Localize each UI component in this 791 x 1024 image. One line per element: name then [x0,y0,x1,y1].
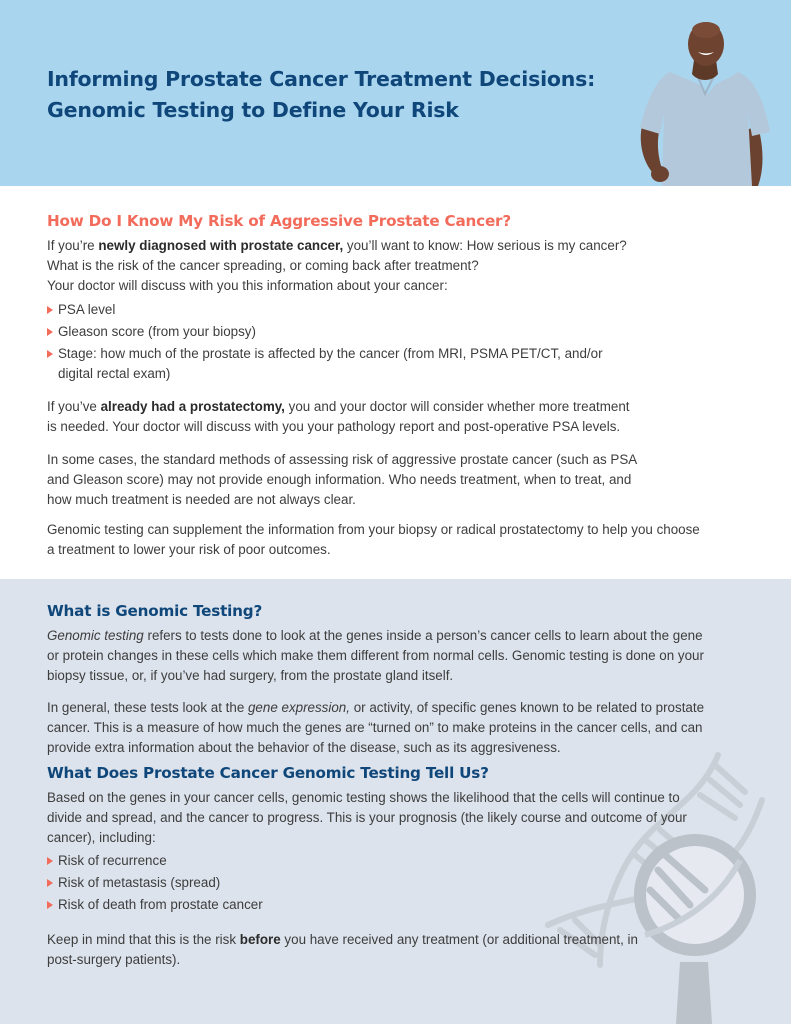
header-banner [0,0,791,186]
title-line-2: Genomic Testing to Define Your Risk [47,98,459,122]
list-item: Risk of death from prostate cancer [47,895,687,915]
list-item: Risk of recurrence [47,851,687,871]
prognosis-paragraph: Based on the genes in your cancer cells, genomic testing shows the likelihood that the cells will continue to divide and spread, and the cancer to progress. This is your prognosis (the likely course and outcome of your cancer), including: [47,790,687,845]
bullet-triangle-icon [47,350,53,358]
bullet-triangle-icon [47,901,53,909]
heading-what-does-testing-tell-us: What Does Prostate Cancer Genomic Testing Tell Us? [47,764,489,782]
heading-what-is-genomic-testing: What is Genomic Testing? [47,602,263,620]
list-item: Stage: how much of the prostate is affected by the cancer (from MRI, PSMA PET/CT, and/or digital rectal exam) [47,344,622,384]
list-item: PSA level [47,300,687,320]
list-item: Gleason score (from your biopsy) [47,322,687,342]
page-title [47,64,647,126]
bullet-triangle-icon [47,857,53,865]
bullet-triangle-icon [47,306,53,314]
list-item: Risk of metastasis (spread) [47,873,687,893]
bullet-triangle-icon [47,328,53,336]
man-photo [630,14,780,186]
bold-before: before [239,932,281,947]
genomic-testing-definition: Genomic testing refers to tests done to look at the genes inside a person’s cancer cells to learn about the gene or protein changes in these cells which make them different from normal cells. Genomic testing is done on your biopsy tissue, or, if you’ve had surgery, from the prostate gland itself. [47,628,704,683]
bold-already-prostatectomy: already had a prostatectomy, [100,399,285,414]
italic-genomic-testing: Genomic testing [47,628,144,643]
standard-methods-paragraph: In some cases, the standard methods of assessing risk of aggressive prostate cancer (such as PSA and Gleason score) may not provide enough information. Who needs treatment, when to treat, and how much treatment is needed are not always clear. [47,452,637,507]
italic-gene-expression: gene expression, [247,700,350,715]
gene-expression-paragraph: In general, these tests look at the gene expression, or activity, of specific genes known to be related to prostate cancer. This is a measure of how much the genes are “turned on” to make proteins in the cancer cells, and can provide extra information about the behavior of the disease, such as its aggresiveness. [47,700,705,755]
intro-paragraph: If you’re newly diagnosed with prostate cancer, you’ll want to know: How serious is my cancer? What is the risk of the cancer spreading, or coming back after treatment? Your doctor will discuss with you this information about your cancer: [47,238,627,293]
before-treatment-note: Keep in mind that this is the risk before you have received any treatment (or additional treatment, in post-surgery patients). [47,932,638,967]
heading-risk: How Do I Know My Risk of Aggressive Prostate Cancer? [47,212,511,230]
bold-newly-diagnosed: newly diagnosed with prostate cancer, [98,238,344,253]
bullet-triangle-icon [47,879,53,887]
prostatectomy-paragraph: If you’ve already had a prostatectomy, you and your doctor will consider whether more treatment is needed. Your doctor will discuss with you your pathology report and post-operative PSA levels. [47,399,630,434]
supplement-paragraph: Genomic testing can supplement the information from your biopsy or radical prostatectomy to help you choose a treatment to lower your risk of poor outcomes. [47,522,700,557]
title-line-1: Informing Prostate Cancer Treatment Decisions: [47,67,596,91]
